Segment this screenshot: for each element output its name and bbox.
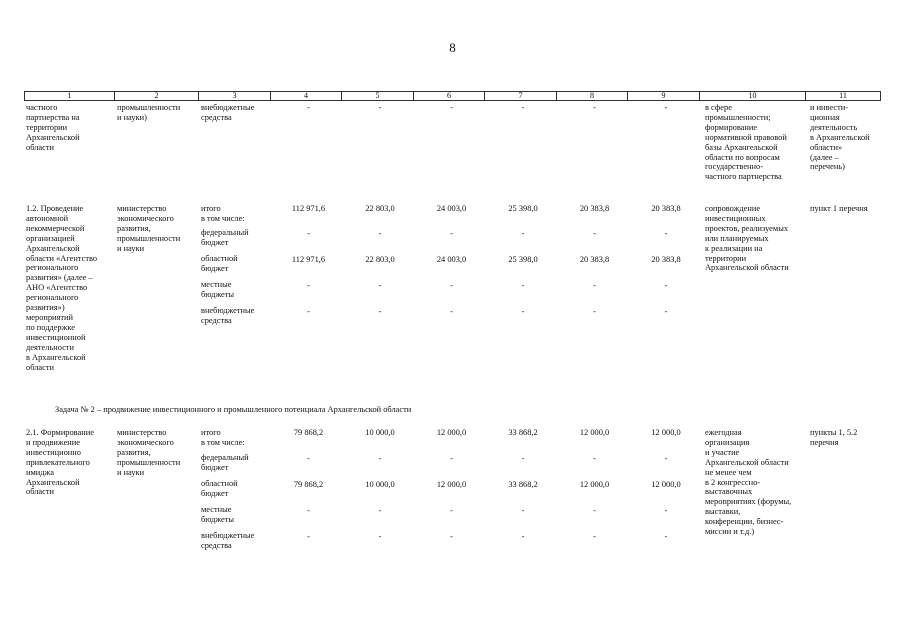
amount-cell: - (593, 506, 596, 515)
column-number: 1 (25, 92, 115, 101)
amount-cell: 79 868,2 (293, 428, 324, 437)
amount-cell: - (450, 532, 453, 541)
amount-cell: 12 000,0 (579, 428, 610, 437)
column-number: 5 (342, 92, 414, 101)
amount-cell: - (521, 103, 525, 112)
amount-cell: 12 000,0 (651, 480, 681, 489)
amount-cell: 20 383,8 (579, 204, 610, 213)
funding-source-cell: итого в том числе: (201, 204, 245, 223)
amount-cell: - (450, 506, 453, 515)
amount-cell: - (378, 506, 382, 515)
funding-source-cell: внебюджетные средства (201, 103, 255, 122)
amount-cell: - (307, 229, 310, 238)
amount-cell: - (378, 454, 382, 463)
amount-cell: 112 971,6 (291, 255, 326, 264)
result-cell: в сфере промышленности; формирование нормативной правовой базы Архангельской области по вопросам государственно- частного партнерства (705, 103, 787, 182)
amount-cell: 10 000,0 (365, 428, 395, 437)
amount-cell: - (521, 229, 525, 238)
amount-cell: - (593, 454, 596, 463)
amount-cell: - (450, 454, 453, 463)
amount-cell: - (521, 307, 525, 316)
funding-source-cell: местные бюджеты (201, 505, 235, 524)
amount-cell: - (521, 281, 525, 290)
column-number: 6 (414, 92, 485, 101)
amount-cell: - (378, 281, 382, 290)
amount-cell: 112 971,6 (291, 204, 326, 213)
funding-source-cell: местные бюджеты (201, 280, 235, 299)
executor-cell: министерство экономического развития, промышленности и науки (117, 204, 181, 253)
amount-cell: - (664, 307, 668, 316)
amount-cell: - (664, 506, 668, 515)
column-number: 4 (271, 92, 342, 101)
amount-cell: 24 003,0 (436, 204, 467, 213)
amount-cell: 20 383,8 (651, 255, 681, 264)
amount-cell: - (664, 454, 668, 463)
column-number: 3 (199, 92, 271, 101)
page-number: 8 (449, 40, 456, 55)
amount-cell: - (378, 103, 382, 112)
column-number: 10 (700, 92, 806, 101)
amount-cell: 25 398,0 (508, 255, 538, 264)
amount-cell: 12 000,0 (436, 480, 467, 489)
amount-cell: - (450, 307, 453, 316)
amount-cell: 12 000,0 (436, 428, 467, 437)
column-number: 9 (628, 92, 700, 101)
amount-cell: - (593, 307, 596, 316)
amount-cell: - (593, 532, 596, 541)
amount-cell: - (378, 229, 382, 238)
amount-cell: 10 000,0 (365, 480, 395, 489)
column-header-row (24, 91, 881, 101)
executor-cell: промышленности и науки) (117, 103, 181, 122)
amount-cell: - (664, 281, 668, 290)
task-heading: Задача № 2 – продвижение инвестиционного и промышленного потенциала Архангельской области (55, 405, 412, 414)
amount-cell: - (521, 506, 525, 515)
reference-cell: и инвести- ционная деятельность в Архангельской области» (далее – перечень) (810, 103, 870, 172)
amount-cell: - (593, 281, 596, 290)
funding-source-cell: областной бюджет (201, 479, 238, 498)
amount-cell: - (521, 454, 525, 463)
amount-cell: 12 000,0 (651, 428, 681, 437)
executor-cell: министерство экономического развития, промышленности и науки (117, 428, 181, 477)
amount-cell: - (664, 532, 668, 541)
amount-cell: - (307, 532, 310, 541)
amount-cell: 33 868,2 (508, 428, 538, 437)
amount-cell: - (307, 307, 310, 316)
amount-cell: - (521, 532, 525, 541)
amount-cell: 22 803,0 (365, 204, 395, 213)
amount-cell: - (307, 281, 310, 290)
amount-cell: 24 003,0 (436, 255, 467, 264)
column-number: 11 (806, 92, 881, 101)
amount-cell: - (593, 229, 596, 238)
amount-cell: 25 398,0 (508, 204, 538, 213)
amount-cell: 22 803,0 (365, 255, 395, 264)
column-number: 7 (485, 92, 557, 101)
amount-cell: 20 383,8 (579, 255, 610, 264)
column-number: 8 (557, 92, 628, 101)
amount-cell: - (664, 103, 668, 112)
amount-cell: - (307, 454, 310, 463)
result-cell: сопровождение инвестиционных проектов, реализуемых или планируемых к реализации на территории Архангельской области (705, 204, 789, 273)
amount-cell: - (378, 307, 382, 316)
funding-source-cell: федеральный бюджет (201, 453, 249, 472)
amount-cell: - (664, 229, 668, 238)
amount-cell: - (450, 103, 453, 112)
amount-cell: - (450, 229, 453, 238)
funding-source-cell: областной бюджет (201, 254, 238, 273)
result-cell: ежегодная организация и участие Архангельской области не менее чем в 2 конгрессно- выставочных мероприятиях (форумы, выставки, конференции, бизнес- миссии и т.д.) (705, 428, 792, 537)
amount-cell: - (378, 532, 382, 541)
amount-cell: 20 383,8 (651, 204, 681, 213)
funding-source-cell: итого в том числе: (201, 428, 245, 447)
measure-name-cell: частного партнерства на территории Архангельской области (26, 103, 80, 152)
amount-cell: 33 868,2 (508, 480, 538, 489)
funding-source-cell: федеральный бюджет (201, 228, 249, 247)
amount-cell: - (450, 281, 453, 290)
measure-name-cell: 1.2. Проведение автономной некоммерческой организацией Архангельской области «Агентство регионального развития» (далее – АНО «Агентство регионального развития») мероприятий по поддержке инвестиционной деятельности в Архангельской области (26, 204, 98, 372)
amount-cell: 12 000,0 (579, 480, 610, 489)
funding-source-cell: внебюджетные средства (201, 531, 255, 550)
reference-cell: пункт 1 перечня (810, 204, 868, 213)
amount-cell: - (593, 103, 596, 112)
reference-cell: пункты 1, 5.2 перечня (810, 428, 858, 447)
amount-cell: 79 868,2 (293, 480, 324, 489)
funding-source-cell: внебюджетные средства (201, 306, 255, 325)
measure-name-cell: 2.1. Формирование и продвижение инвестиционно привлекательного имиджа Архангельской области (26, 428, 94, 497)
amount-cell: - (307, 103, 310, 112)
amount-cell: - (307, 506, 310, 515)
column-number: 2 (115, 92, 199, 101)
